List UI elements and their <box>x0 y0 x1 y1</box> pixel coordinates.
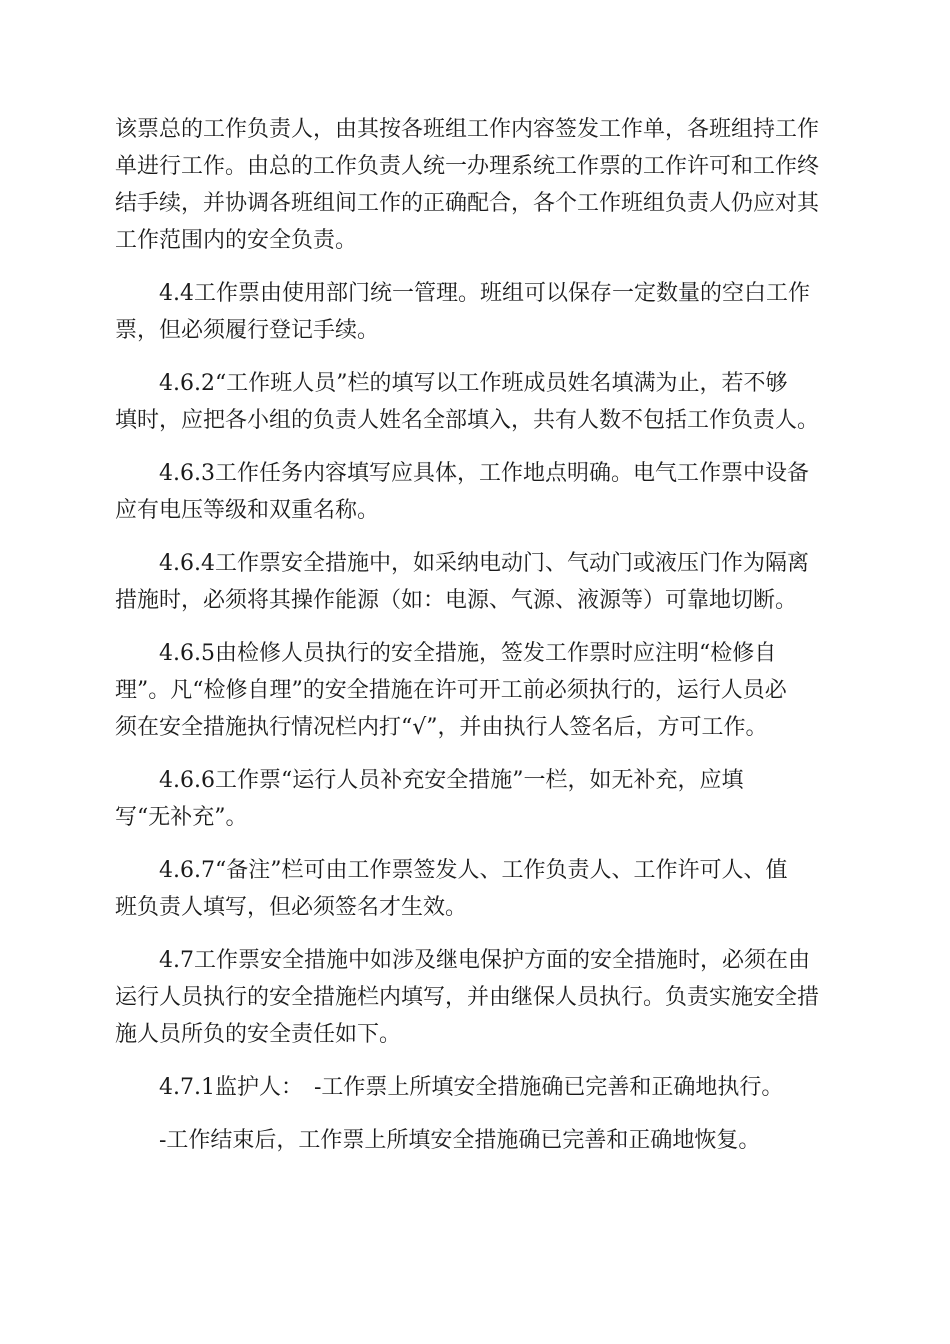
text-line: 4.6.7“备注”栏可由工作票签发人、工作负责人、工作许可人、值 <box>159 858 788 883</box>
document-body <box>115 111 835 1175</box>
text-line: 须在安全措施执行情况栏内打“√”，并由执行人签名后，方可工作。 <box>115 715 768 740</box>
text-line: 4.6.4工作票安全措施中，如采纳电动门、气动门或液压门作为隔离 <box>159 551 809 576</box>
paragraph-4-7-1 <box>115 1069 835 1106</box>
text-line: 班负责人填写，但必须签名才生效。 <box>115 895 468 920</box>
paragraph-4-6-6 <box>115 762 835 836</box>
text-line: 4.6.3工作任务内容填写应具体，工作地点明确。电气工作票中设备 <box>159 461 809 486</box>
paragraph-4-7-1-cont <box>115 1122 835 1159</box>
text-line: -工作结束后，工作票上所填安全措施确已完善和正确地恢复。 <box>159 1128 761 1153</box>
text-line: 4.7.1监护人： -工作票上所填安全措施确已完善和正确地执行。 <box>159 1075 784 1100</box>
text-line: 施人员所负的安全责任如下。 <box>115 1022 402 1047</box>
text-line: 填时，应把各小组的负责人姓名全部填入，共有人数不包括工作负责人。 <box>115 408 820 433</box>
text-line: 票，但必须履行登记手续。 <box>115 318 380 343</box>
text-line: 写“无补充”。 <box>115 805 248 830</box>
paragraph-4-6-3 <box>115 455 835 529</box>
text-line: 应有电压等级和双重名称。 <box>115 498 380 523</box>
paragraph-4-7 <box>115 942 835 1053</box>
paragraph-4-6-7 <box>115 852 835 926</box>
text-line: 该票总的工作负责人，由其按各班组工作内容签发工作单，各班组持工作 <box>115 117 820 142</box>
paragraph-4-4 <box>115 275 835 349</box>
text-line: 结手续，并协调各班组间工作的正确配合，各个工作班组负责人仍应对其 <box>115 191 820 216</box>
text-line: 单进行工作。由总的工作负责人统一办理系统工作票的工作许可和工作终 <box>115 154 820 179</box>
text-line: 4.4工作票由使用部门统一管理。班组可以保存一定数量的空白工作 <box>159 281 810 306</box>
text-line: 4.6.6工作票“运行人员补充安全措施”一栏，如无补充，应填 <box>159 768 744 793</box>
text-line: 4.7工作票安全措施中如涉及继电保护方面的安全措施时，必须在由 <box>159 948 810 973</box>
paragraph-1 <box>115 111 835 259</box>
text-line: 运行人员执行的安全措施栏内填写，并由继保人员执行。负责实施安全措 <box>115 985 820 1010</box>
text-line: 4.6.5由检修人员执行的安全措施，签发工作票时应注明“检修自 <box>159 641 777 666</box>
text-line: 措施时，必须将其操作能源（如：电源、气源、液源等）可靠地切断。 <box>115 588 798 613</box>
paragraph-4-6-2 <box>115 365 835 439</box>
paragraph-4-6-4 <box>115 545 835 619</box>
text-line: 工作范围内的安全负责。 <box>115 228 358 253</box>
text-line: 理”。凡“检修自理”的安全措施在许可开工前必须执行的，运行人员必 <box>115 678 787 703</box>
text-line: 4.6.2“工作班人员”栏的填写以工作班成员姓名填满为止，若不够 <box>159 371 788 396</box>
paragraph-4-6-5 <box>115 635 835 746</box>
